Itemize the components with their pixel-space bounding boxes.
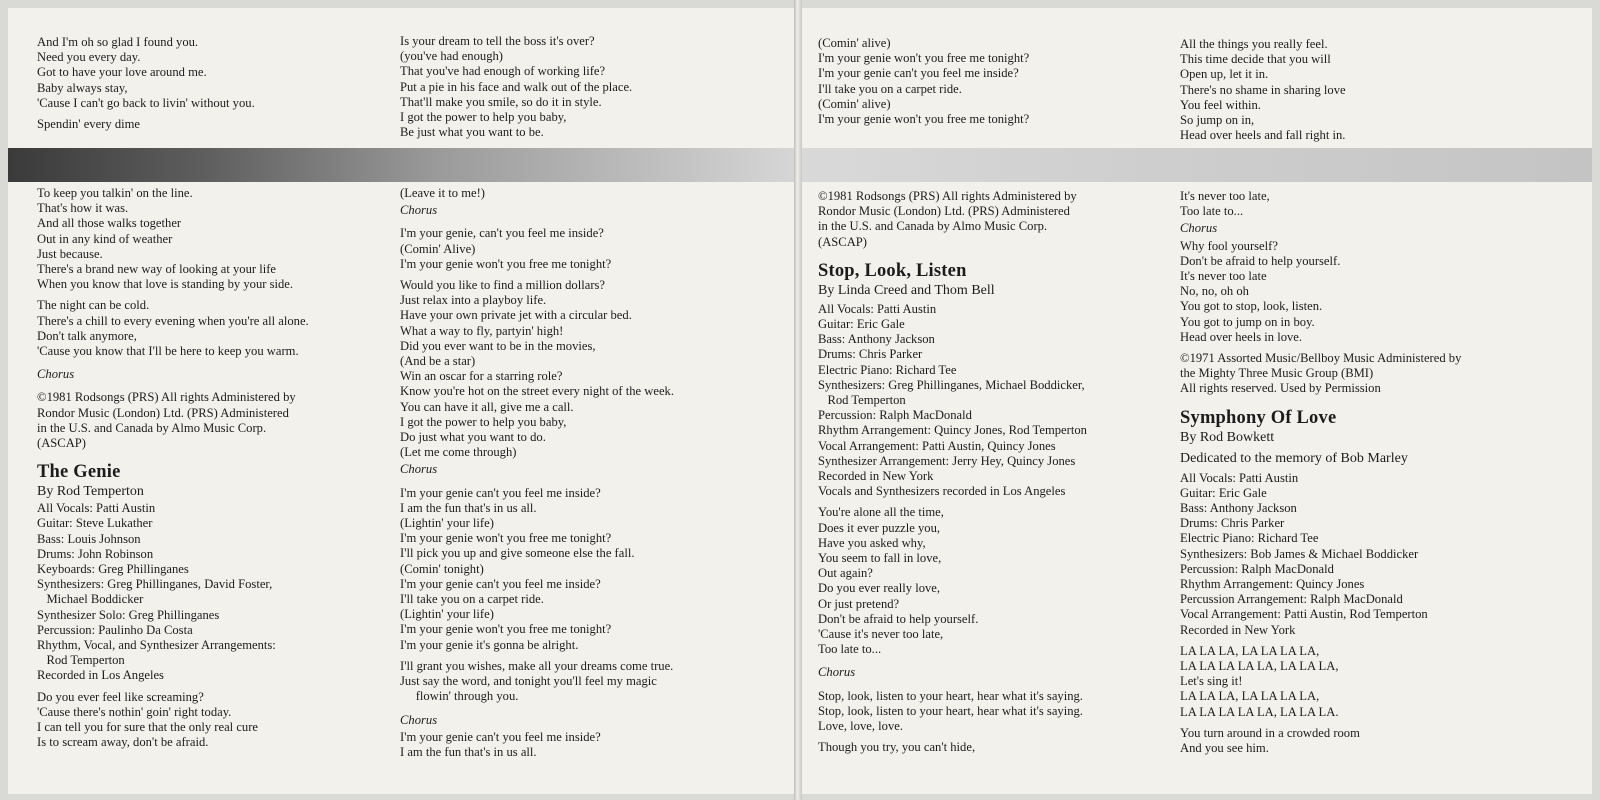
- text-line: All Vocals: Patti Austin: [37, 501, 156, 516]
- text-block: [1180, 726, 1461, 756]
- text-line: Baby always stay,: [37, 80, 128, 95]
- text-line: I'm your genie can't you feel me inside?: [818, 66, 1019, 81]
- left-col1-top-lyrics: [37, 35, 255, 132]
- song-byline: By Rod Temperton: [37, 484, 144, 500]
- text-line: Synthesizers: Greg Phillinganes, David Foster,: [37, 577, 273, 592]
- text-line: Guitar: Eric Gale: [1180, 485, 1267, 500]
- text-line: That's how it was.: [37, 201, 129, 216]
- gradient-band-left: [8, 148, 794, 182]
- text-line: Though you try, you can't hide,: [818, 740, 976, 755]
- chorus-label: Chorus: [400, 203, 438, 218]
- text-block: [1180, 644, 1461, 720]
- text-line: Got to have your love around me.: [37, 65, 207, 80]
- text-line: Let's sing it!: [1180, 674, 1243, 689]
- text-line: Percussion: Ralph MacDonald: [818, 408, 972, 423]
- text-line: Rod Temperton: [818, 393, 906, 408]
- song-byline: By Linda Creed and Thom Bell: [818, 282, 995, 298]
- text-block: [400, 278, 674, 460]
- copyright-block: [37, 390, 309, 451]
- text-block: [400, 486, 674, 653]
- text-line: (Leave it to me!): [400, 186, 485, 200]
- text-line: Bass: Anthony Jackson: [818, 332, 935, 347]
- text-line: Do you ever really love,: [818, 581, 941, 596]
- text-line: Recorded in Los Angeles: [37, 668, 164, 683]
- text-line: Just because.: [37, 246, 103, 261]
- book-gutter: [794, 0, 802, 800]
- text-line: I'm your genie won't you free me tonight?: [400, 531, 612, 546]
- text-line: Electric Piano: Richard Tee: [1180, 531, 1319, 546]
- text-line: Michael Boddicker: [37, 592, 144, 607]
- text-line: Bass: Louis Johnson: [37, 531, 141, 546]
- text-line: Does it ever puzzle you,: [818, 520, 941, 535]
- text-line: LA LA LA LA LA, LA LA LA.: [1180, 704, 1339, 719]
- text-line: I'll take you on a carpet ride.: [818, 81, 962, 96]
- text-line: Don't talk anymore,: [37, 328, 137, 343]
- text-line: I'm your genie won't you free me tonight?: [400, 256, 612, 271]
- text-line: Need you every day.: [37, 50, 141, 65]
- text-line: To keep you talkin' on the line.: [37, 186, 193, 200]
- text-line: Percussion: Paulinho Da Costa: [37, 622, 193, 637]
- text-block: [1180, 239, 1461, 345]
- text-line: I'm your genie can't you feel me inside?: [400, 576, 601, 591]
- text-line: All the things you really feel.: [1180, 37, 1328, 51]
- text-line: Out again?: [818, 566, 873, 581]
- text-line: I got the power to help you baby,: [400, 414, 567, 429]
- text-line: Rondor Music (London) Ltd. (PRS) Administered: [37, 405, 289, 420]
- text-block: [400, 730, 674, 760]
- song-dedication: Dedicated to the memory of Bob Marley: [1180, 450, 1408, 466]
- text-line: LA LA LA LA LA, LA LA LA,: [1180, 659, 1339, 674]
- left-col2-top-lyrics: [400, 34, 632, 140]
- text-line: Rod Temperton: [37, 653, 125, 668]
- text-line: Do you ever feel like screaming?: [37, 689, 204, 704]
- text-line: The night can be cold.: [37, 298, 150, 313]
- text-line: (ASCAP): [818, 234, 867, 249]
- text-line: It's never too late,: [1180, 189, 1270, 203]
- text-line: All Vocals: Patti Austin: [1180, 470, 1299, 485]
- text-block: [37, 35, 255, 132]
- right-col1-bottom: [818, 189, 1087, 756]
- chorus-label: Chorus: [1180, 221, 1218, 236]
- text-line: Is to scream away, don't be afraid.: [37, 735, 209, 750]
- text-line: Did you ever want to be in the movies,: [400, 338, 596, 353]
- text-line: Guitar: Eric Gale: [818, 317, 905, 332]
- text-line: Don't be afraid to help yourself.: [818, 611, 979, 626]
- text-line: And I'm oh so glad I found you.: [37, 35, 199, 49]
- text-line: Just say the word, and tonight you'll feel my magic: [400, 674, 657, 689]
- text-line: And you see him.: [1180, 741, 1269, 756]
- text-line: (Comin' Alive): [400, 241, 476, 256]
- chorus-label: Chorus: [400, 712, 438, 727]
- text-line: Percussion: Ralph MacDonald: [1180, 561, 1334, 576]
- text-line: There's a chill to every evening when you're all alone.: [37, 313, 309, 328]
- text-line: You seem to fall in love,: [818, 551, 942, 566]
- text-line: I'm your genie won't you free me tonight?: [818, 112, 1030, 127]
- text-line: Head over heels and fall right in.: [1180, 128, 1346, 143]
- text-line: Rhythm Arrangement: Quincy Jones, Rod Temperton: [818, 423, 1087, 438]
- text-line: (Comin' alive): [818, 36, 891, 50]
- left-col2-bottom: [400, 186, 674, 760]
- text-line: (Let me come through): [400, 445, 517, 460]
- text-line: There's a brand new way of looking at your life: [37, 262, 277, 277]
- text-line: Bass: Anthony Jackson: [1180, 501, 1297, 516]
- text-line: That you've had enough of working life?: [400, 64, 606, 79]
- text-line: Electric Piano: Richard Tee: [818, 362, 957, 377]
- text-line: Stop, look, listen to your heart, hear what it's saying.: [818, 703, 1083, 718]
- text-line: I'm your genie, can't you feel me inside?: [400, 226, 604, 241]
- text-line: Rhythm Arrangement: Quincy Jones: [1180, 577, 1365, 592]
- text-line: You got to jump on in boy.: [1180, 314, 1315, 329]
- text-line: You got to stop, look, listen.: [1180, 299, 1323, 314]
- text-line: (And be a star): [400, 354, 476, 369]
- gradient-band-right: [802, 148, 1592, 182]
- text-line: Spendin' every dime: [37, 117, 140, 132]
- text-line: Why fool yourself?: [1180, 238, 1278, 253]
- song-credits: [818, 302, 1087, 500]
- text-line: Guitar: Steve Lukather: [37, 516, 153, 531]
- text-block: [37, 298, 309, 359]
- text-line: Have you asked why,: [818, 535, 926, 550]
- text-line: Vocal Arrangement: Patti Austin, Quincy Jones: [818, 438, 1056, 453]
- text-line: I'll grant you wishes, make all your dreams come true.: [400, 658, 674, 673]
- text-line: 'Cause there's nothin' goin' right today.: [37, 704, 232, 719]
- song-title-the-genie: The Genie: [37, 462, 121, 483]
- text-block: [37, 186, 309, 292]
- text-block: [1180, 189, 1461, 219]
- text-line: Out in any kind of weather: [37, 231, 173, 246]
- text-line: I am the fun that's in us all.: [400, 744, 537, 759]
- text-line: ©1971 Assorted Music/Bellboy Music Administered by: [1180, 351, 1462, 366]
- right-col2-top-lyrics: [1180, 37, 1346, 143]
- chorus-label: Chorus: [400, 462, 438, 477]
- text-line: And all those walks together: [37, 216, 182, 231]
- text-line: All Vocals: Patti Austin: [818, 301, 937, 316]
- text-line: You turn around in a crowded room: [1180, 725, 1360, 740]
- chorus-label: Chorus: [37, 367, 75, 382]
- text-line: Put a pie in his face and walk out of the place.: [400, 79, 633, 94]
- text-line: in the U.S. and Canada by Almo Music Corp.: [818, 219, 1048, 234]
- text-line: Percussion Arrangement: Ralph MacDonald: [1180, 592, 1403, 607]
- text-line: (you've had enough): [400, 49, 503, 64]
- text-line: It's never too late: [1180, 269, 1267, 284]
- text-line: Too late to...: [1180, 204, 1244, 219]
- text-line: LA LA LA, LA LA LA LA,: [1180, 643, 1320, 658]
- text-line: (ASCAP): [37, 436, 86, 451]
- text-line: Rondor Music (London) Ltd. (PRS) Administered: [818, 204, 1070, 219]
- text-block: [400, 226, 674, 272]
- text-line: Synthesizers: Bob James & Michael Boddicker: [1180, 546, 1419, 561]
- text-block: [400, 186, 674, 201]
- song-credits: [1180, 471, 1461, 638]
- text-line: What a way to fly, partyin' high!: [400, 323, 564, 338]
- text-line: the Mighty Three Music Group (BMI): [1180, 366, 1374, 381]
- text-line: 'Cause you know that I'll be here to keep you warm.: [37, 344, 299, 359]
- text-line: I got the power to help you baby,: [400, 110, 567, 125]
- text-line: I'm your genie can't you feel me inside?: [400, 485, 601, 500]
- text-line: Know you're hot on the street every night of the week.: [400, 384, 675, 399]
- text-line: Too late to...: [818, 642, 882, 657]
- text-line: Vocals and Synthesizers recorded in Los Angeles: [818, 484, 1066, 499]
- text-block: [37, 690, 309, 751]
- text-line: There's no shame in sharing love: [1180, 82, 1346, 97]
- text-line: Be just what you want to be.: [400, 125, 544, 140]
- text-line: Don't be afraid to help yourself.: [1180, 253, 1341, 268]
- text-line: Just relax into a playboy life.: [400, 293, 547, 308]
- text-line: You can have it all, give me a call.: [400, 399, 574, 414]
- text-line: Synthesizers: Greg Phillinganes, Michael Boddicker,: [818, 377, 1085, 392]
- text-line: Drums: Chris Parker: [1180, 516, 1285, 531]
- text-line: Win an oscar for a starring role?: [400, 369, 563, 384]
- text-line: So jump on in,: [1180, 113, 1255, 128]
- text-block: [400, 34, 632, 140]
- song-byline: By Rod Bowkett: [1180, 429, 1275, 445]
- text-line: You're alone all the time,: [818, 505, 944, 520]
- text-line: (Lightin' your life): [400, 516, 494, 531]
- text-line: ©1981 Rodsongs (PRS) All rights Administered by: [37, 390, 296, 405]
- text-line: I'm your genie it's gonna be alright.: [400, 637, 579, 652]
- text-block: [400, 659, 674, 705]
- text-line: in the U.S. and Canada by Almo Music Corp.: [37, 420, 267, 435]
- text-line: flowin' through you.: [400, 689, 519, 704]
- text-line: Synthesizer Arrangement: Jerry Hey, Quincy Jones: [818, 453, 1076, 468]
- text-line: Have your own private jet with a circular bed.: [400, 308, 632, 323]
- text-block: [818, 689, 1087, 735]
- text-line: (Comin' tonight): [400, 561, 484, 576]
- text-line: Do just what you want to do.: [400, 430, 546, 445]
- left-col1-bottom: [37, 186, 309, 751]
- text-line: Or just pretend?: [818, 596, 900, 611]
- text-line: Drums: John Robinson: [37, 546, 154, 561]
- text-line: ©1981 Rodsongs (PRS) All rights Administered by: [818, 189, 1077, 203]
- text-line: I'm your genie won't you free me tonight?: [400, 622, 612, 637]
- text-line: Drums: Chris Parker: [818, 347, 923, 362]
- text-line: When you know that love is standing by your side.: [37, 277, 294, 292]
- text-line: You feel within.: [1180, 97, 1261, 112]
- text-line: This time decide that you will: [1180, 52, 1331, 67]
- text-line: Stop, look, listen to your heart, hear what it's saying.: [818, 688, 1083, 703]
- song-title-symphony-of-love: Symphony Of Love: [1180, 407, 1337, 428]
- text-line: Head over heels in love.: [1180, 329, 1303, 344]
- text-line: 'Cause it's never too late,: [818, 627, 944, 642]
- text-line: All rights reserved. Used by Permission: [1180, 381, 1381, 396]
- text-line: No, no, oh oh: [1180, 284, 1249, 299]
- text-line: Keyboards: Greg Phillinganes: [37, 562, 189, 577]
- text-line: 'Cause I can't go back to livin' without you.: [37, 95, 255, 110]
- text-line: Vocal Arrangement: Patti Austin, Rod Temperton: [1180, 607, 1428, 622]
- text-block: [818, 740, 1087, 755]
- text-line: Is your dream to tell the boss it's over?: [400, 34, 595, 48]
- text-line: (Lightin' your life): [400, 607, 494, 622]
- copyright-block: [818, 189, 1087, 250]
- text-block: [818, 505, 1087, 657]
- text-line: Rhythm, Vocal, and Synthesizer Arrangements:: [37, 638, 276, 653]
- text-line: I am the fun that's in us all.: [400, 500, 537, 515]
- copyright-block: [1180, 351, 1461, 397]
- text-block: [818, 36, 1029, 127]
- text-line: Would you like to find a million dollars?: [400, 278, 606, 293]
- text-line: I can tell you for sure that the only real cure: [37, 720, 258, 735]
- text-line: (Comin' alive): [818, 96, 891, 111]
- text-line: I'm your genie can't you feel me inside?: [400, 729, 601, 744]
- text-line: I'll pick you up and give someone else the fall.: [400, 546, 635, 561]
- text-line: Recorded in New York: [1180, 622, 1296, 637]
- chorus-label: Chorus: [818, 665, 856, 680]
- text-line: Synthesizer Solo: Greg Phillinganes: [37, 607, 220, 622]
- text-line: Recorded in New York: [818, 469, 934, 484]
- text-line: I'll take you on a carpet ride.: [400, 592, 544, 607]
- text-line: Open up, let it in.: [1180, 67, 1269, 82]
- song-title-stop-look-listen: Stop, Look, Listen: [818, 260, 967, 281]
- right-col1-top-lyrics: [818, 36, 1029, 127]
- text-line: LA LA LA, LA LA LA LA,: [1180, 689, 1320, 704]
- text-line: Love, love, love.: [818, 719, 903, 734]
- text-line: That'll make you smile, so do it in style.: [400, 94, 602, 109]
- right-col2-bottom: [1180, 189, 1461, 756]
- text-line: I'm your genie won't you free me tonight?: [818, 51, 1030, 66]
- song-credits: [37, 501, 309, 683]
- text-block: [1180, 37, 1346, 143]
